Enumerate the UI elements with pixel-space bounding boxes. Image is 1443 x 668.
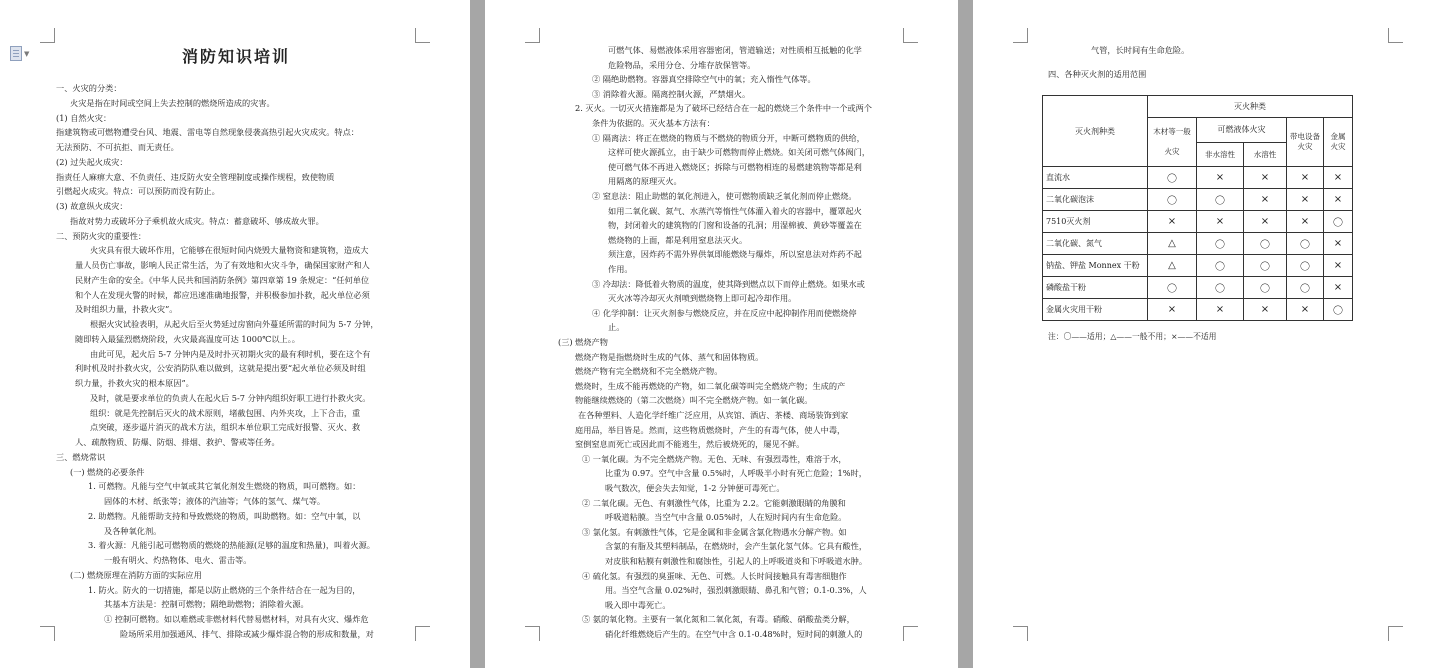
suitability-cell: 〇 bbox=[1287, 277, 1324, 299]
text-line: 对皮肤和粘膜有刺激性和腐蚀性，引起人的上呼吸道炎和下呼吸道水肿。 bbox=[605, 556, 868, 566]
text-line: 条件为依据的。灭火基本方法有： bbox=[592, 118, 715, 128]
text-line: 指责任人麻痹大意、不负责任、违反防火安全管理制度或操作规程，致使物质 bbox=[56, 171, 335, 182]
document-page-1 bbox=[0, 0, 470, 668]
text-line: ① 控制可燃物。如以难燃或非燃材料代替易燃材料，对具有火灾、爆炸危 bbox=[104, 614, 369, 624]
text-line: 固体的木材、纸张等；液体的汽油等；气体的氢气、煤气等。 bbox=[104, 496, 326, 506]
text-line: (1) 自然火灾： bbox=[56, 112, 112, 123]
text-line: 使可燃气体不再进入燃烧区；拆除与可燃物相连的易燃建筑物等都是利 bbox=[608, 161, 862, 172]
text-line: 在各种塑料、人造化学纤维广泛应用，从宾馆、酒店、茶楼、商场装饰到家 bbox=[578, 410, 849, 420]
suitability-cell: × bbox=[1244, 299, 1287, 321]
text-line: 火灾具有很大破坏作用，它能够在很短时间内烧毁大量物资和建筑物，造成大 bbox=[90, 245, 369, 256]
table-header-electric: 带电设备火灾 bbox=[1287, 118, 1324, 167]
suitability-cell: × bbox=[1287, 211, 1324, 233]
crop-mark bbox=[525, 28, 540, 43]
suitability-cell: × bbox=[1244, 189, 1287, 211]
text-line: 如用二氧化碳、氮气、水蒸汽等惰性气体灌入着火的容器中，覆罩起火 bbox=[608, 205, 862, 216]
text-line: ③ 冷却法：降低着火物质的温度，使其降到燃点以下而停止燃烧。如果水或 bbox=[592, 278, 865, 289]
dropdown-caret-icon[interactable]: ▼ bbox=[24, 50, 30, 58]
table-header-liquid: 可燃液体火灾 bbox=[1197, 118, 1287, 143]
suitability-cell: 〇 bbox=[1244, 233, 1287, 255]
text-line: ① 隔离法：将正在燃烧的物质与不燃烧的物质分开，中断可燃物质的供给， bbox=[592, 132, 865, 143]
agent-name-cell: 金属火灾用干粉 bbox=[1043, 299, 1148, 321]
text-line: 险场所采用加强通风、排气、排除或减少爆炸混合物的形成和数量，对 bbox=[120, 628, 374, 639]
suitability-cell: × bbox=[1197, 167, 1244, 189]
text-line: (一) 燃烧的必要条件 bbox=[70, 466, 145, 477]
suitability-cell: 〇 bbox=[1197, 255, 1244, 277]
suitability-cell: × bbox=[1197, 211, 1244, 233]
text-line: 由此可见，起火后 5-7 分钟内是及时扑灭初期火灾的最有利时机，要在这个有 bbox=[90, 348, 371, 359]
table-row bbox=[1043, 189, 1353, 211]
suitability-cell: × bbox=[1287, 299, 1324, 321]
text-line: 点突破，逐步逼片消灭的战术方法，组织本单位职工完成好报警、灭火、救 bbox=[90, 422, 361, 433]
document-icon[interactable] bbox=[10, 46, 22, 61]
suitability-cell: × bbox=[1197, 299, 1244, 321]
text-line: 及各种氧化剂。 bbox=[104, 525, 162, 536]
text-line: ④ 化学抑制：让灭火剂参与燃烧反应，并在反应中起抑制作用而使燃烧停 bbox=[592, 307, 857, 318]
table-header-nonwater: 非水溶性 bbox=[1197, 142, 1244, 167]
text-line: 根据火灾试验表明，从起火后至火势延过房窗向外蔓延所需的时间为 5-7 分钟， bbox=[90, 319, 379, 329]
suitability-cell: 〇 bbox=[1244, 277, 1287, 299]
suitability-cell: 〇 bbox=[1197, 189, 1244, 211]
text-line: 量人员伤亡事故，影响人民正常生活，为了有效地和火灾斗争，确保国家财产和人 bbox=[75, 260, 370, 270]
text-line: 指故对势力或破坏分子乘机故火成灾。特点：蓄意破坏、够成故火罪。 bbox=[70, 215, 324, 226]
table-row bbox=[1043, 167, 1353, 189]
text-line: 灭火冰等冷却灭火剂喷到燃烧物上即可起冷却作用。 bbox=[608, 293, 797, 304]
table-row bbox=[1043, 233, 1353, 255]
text-line: 作用。 bbox=[608, 264, 633, 274]
text-line: 指建筑物或可燃物遭受台风、地震、雷电等自然现象侵袭高热引起火灾成灾。特点： bbox=[56, 127, 359, 138]
suitability-cell: × bbox=[1324, 277, 1353, 299]
crop-mark bbox=[525, 626, 540, 641]
table-row bbox=[1043, 211, 1353, 233]
text-line: 火灾是指在时间或空间上失去控制的燃烧所造成的灾害。 bbox=[70, 97, 275, 108]
text-line: 庭用品，举目皆是。然而，这些物质燃烧时，产生的有毒气体，使人中毒， bbox=[575, 424, 846, 435]
suitability-cell: × bbox=[1244, 167, 1287, 189]
text-line: 其基本方法是：控制可燃物；隔绝助燃物；消除着火源。 bbox=[104, 599, 309, 610]
agent-name-cell: 7510灭火剂 bbox=[1043, 211, 1148, 233]
crop-mark bbox=[40, 626, 55, 641]
text-line: ② 窒息法：阻止助燃的氧化剂进入，使可燃物质缺乏氧化剂而停止燃烧。 bbox=[592, 191, 857, 201]
crop-mark bbox=[415, 626, 430, 641]
text-line: 用隔离的原理灭火。 bbox=[608, 176, 682, 187]
crop-mark bbox=[415, 28, 430, 43]
text-line: 组织：就是先控制后灭火的战术原则，堵截包围、内外夹攻，上下合击，重 bbox=[90, 407, 361, 418]
suitability-cell: 〇 bbox=[1148, 277, 1197, 299]
table-header-agent: 灭火剂种类 bbox=[1043, 96, 1148, 167]
text-line: 三、燃烧常识 bbox=[56, 451, 106, 462]
text-line: 用。当空气含量 0.02%时，强烈刺激眼睛、鼻孔和气管；0.1-0.3%，人 bbox=[605, 585, 867, 596]
crop-mark bbox=[903, 626, 918, 641]
text-line: 一、火灾的分类： bbox=[56, 83, 122, 93]
table-header-fire-type: 灭火种类 bbox=[1148, 96, 1353, 118]
suitability-cell: × bbox=[1324, 255, 1353, 277]
table-note: 注：〇——适用；△——一般不用；×——不适用 bbox=[1048, 332, 1217, 341]
text-line: 2. 灭火。一切灭火措施都是为了破坏已经结合在一起的燃烧三个条件中一个或两个 bbox=[575, 103, 872, 114]
suitability-cell: 〇 bbox=[1287, 255, 1324, 277]
text-line: 须注意，因炸药不需外界供氧即能燃烧与爆炸，所以窒息法对炸药不起 bbox=[608, 249, 862, 260]
text-line: 比重为 0.97。空气中含量 0.5%时，人呼吸半小时有死亡危险；1%时， bbox=[605, 468, 867, 479]
text-line: 随即转入最猛烈燃烧阶段，火灾最高温度可达 1000℃以上。。 bbox=[75, 333, 300, 344]
agent-name-cell: 直流水 bbox=[1043, 167, 1148, 189]
suitability-cell: × bbox=[1287, 167, 1324, 189]
crop-mark bbox=[903, 28, 918, 43]
text-line: 人、疏散物质、防爆、防烟、排烟、救护、警戒等任务。 bbox=[75, 437, 280, 447]
text-line: 含氯的有脂及其塑料制品，在燃烧时，会产生氯化氢气体。它具有酸性， bbox=[605, 541, 868, 552]
suitability-cell: × bbox=[1324, 189, 1353, 211]
suitability-cell: × bbox=[1148, 299, 1197, 321]
agent-name-cell: 磷酸盐干粉 bbox=[1043, 277, 1148, 299]
text-line: 燃烧物的上面，都是利用窒息法灭火。 bbox=[608, 234, 748, 245]
text-line: 2. 助燃物。凡能帮助支持和导致燃烧的物质，叫助燃物。如：空气中氧，以 bbox=[88, 510, 361, 521]
text-line: 燃烧产物有完全燃烧和不完全燃烧产物。 bbox=[575, 366, 723, 377]
text-line: ② 隔绝助燃物。容器真空排除空气中的氧；充入惰性气体等。 bbox=[592, 74, 816, 85]
table-row bbox=[1043, 277, 1353, 299]
text-line: 硝化纤维燃烧后产生的。在空气中含 0.1-0.48%时，短时间的刺激人的 bbox=[605, 629, 863, 639]
suitability-cell: × bbox=[1148, 211, 1197, 233]
text-line: 吸入即中毒死亡。 bbox=[605, 599, 671, 610]
text-line: 吸气数次，便会失去知觉，1-2 分钟便可毒死亡。 bbox=[605, 483, 785, 493]
text-line: (三) 燃烧产物 bbox=[558, 337, 608, 347]
text-line: (3) 故意纵火成灾： bbox=[56, 201, 128, 211]
text-line: 止。 bbox=[608, 322, 625, 333]
text-line: 这样可使火源孤立，由于缺少可燃物而停止燃烧。如关闭可燃气体阀门， bbox=[608, 147, 871, 158]
text-line: 危险物品，采用分仓、分堆存放保管等。 bbox=[608, 59, 756, 70]
suitability-cell: 〇 bbox=[1244, 255, 1287, 277]
text-line: ② 二氧化碳。无色、有刺激性气体，比重为 2.2。它能刺激眼睛的角膜和 bbox=[582, 497, 846, 508]
text-line: 一般有明火、灼热物体、电火、雷击等。 bbox=[104, 555, 252, 565]
crop-mark bbox=[1388, 626, 1403, 641]
suitability-cell: 〇 bbox=[1324, 299, 1353, 321]
suitability-cell: × bbox=[1244, 211, 1287, 233]
text-line: ④ 硫化氢。有强烈的臭蛋味、无色、可燃。人长时间接触具有毒害细胞作 bbox=[582, 570, 847, 581]
suitability-cell: 〇 bbox=[1148, 167, 1197, 189]
document-page-2 bbox=[485, 0, 958, 668]
text-line: 和个人在发现火警的时候，都应迅速准确地报警，并积极参加扑救，起火单位必须 bbox=[75, 289, 370, 300]
text-line: 利时机及时扑救火灾，公安消防队难以做到，这就是提出要“起火单位必须及时组 bbox=[75, 363, 366, 374]
document-page-3 bbox=[973, 0, 1443, 668]
suitability-cell: △ bbox=[1148, 233, 1197, 255]
text-line: 物能继续燃烧的（第二次燃烧）叫不完全燃烧产物。如一氧化碳。 bbox=[575, 395, 813, 406]
text-line: 燃烧时，生成不能再燃烧的产物，如二氧化碳等叫完全燃烧产物；生成的产 bbox=[575, 380, 846, 391]
crop-mark bbox=[1013, 626, 1028, 641]
crop-mark bbox=[1013, 28, 1028, 43]
text-line: 气管，长时间有生命危险。 bbox=[1091, 45, 1190, 55]
agent-name-cell: 二氧化碳、氮气 bbox=[1043, 233, 1148, 255]
text-line: 1. 防火。防火的一切措施，都是以防止燃烧的三个条件结合在一起为目的， bbox=[88, 584, 361, 595]
text-line: 物，封闭着火的建筑物的门窗和设备的孔洞；用湿棉被、黄砂等覆盖在 bbox=[608, 220, 862, 231]
text-line: 3. 着火源：凡能引起可燃物质的燃烧的热能源(足够的温度和热量)，叫着火源。 bbox=[88, 540, 375, 551]
text-line: (2) 过失起火成灾： bbox=[56, 156, 128, 167]
text-line: ⑤ 氨的氧化物。主要有一氧化氮和二氧化氮，有毒。硝酸、硝酸盐类分解， bbox=[582, 614, 855, 625]
agent-name-cell: 二氧化碳泡沫 bbox=[1043, 189, 1148, 211]
table-header-wood: 木材等一般 火灾 bbox=[1148, 118, 1197, 167]
table-row bbox=[1043, 255, 1353, 277]
table-header-metal: 金属火灾 bbox=[1324, 118, 1353, 167]
text-line: 二、预防火灾的重要性： bbox=[56, 230, 147, 241]
table-row bbox=[1043, 299, 1353, 321]
text-line: 及时，就是要求单位的负责人在起火后 5-7 分钟内组织好职工进行扑救火灾。 bbox=[90, 392, 371, 403]
suitability-cell: 〇 bbox=[1197, 233, 1244, 255]
text-line: ① 一氧化碳。为不完全燃烧产物。无色、无味、有强烈毒性，难溶于水， bbox=[582, 453, 847, 464]
suitability-cell: × bbox=[1287, 189, 1324, 211]
suitability-cell: × bbox=[1324, 167, 1353, 189]
suitability-cell: 〇 bbox=[1324, 211, 1353, 233]
document-title: 消防知识培训 bbox=[182, 47, 291, 66]
suitability-cell: 〇 bbox=[1287, 233, 1324, 255]
suitability-cell: △ bbox=[1148, 255, 1197, 277]
text-line: 窒倒窒息而死亡或因此而不能逃生，然后被烧死的，屡见不鲜。 bbox=[575, 439, 805, 450]
text-line: 及时组织力量，扑救火灾”。 bbox=[75, 304, 178, 315]
text-line: 织力量，扑救火灾的根本原因”。 bbox=[75, 378, 194, 388]
text-line: 可燃气体、易燃液体采用容器密闭，管道输送；对性质相互抵触的化学 bbox=[608, 45, 862, 55]
table-header-water: 水溶性 bbox=[1244, 142, 1287, 167]
agent-name-cell: 钠盐、钾盐 Monnex 干粉 bbox=[1043, 255, 1148, 277]
suitability-cell: 〇 bbox=[1197, 277, 1244, 299]
text-line: (二) 燃烧原理在消防方面的实际应用 bbox=[70, 569, 202, 580]
extinguisher-table bbox=[1042, 95, 1353, 321]
section-heading: 四、各种灭火剂的适用范围 bbox=[1048, 69, 1147, 79]
text-line: ③ 消除着火源。隔离控制火源，严禁烟火。 bbox=[592, 88, 751, 99]
crop-mark bbox=[1388, 28, 1403, 43]
text-line: 民财产生命的安全。《中华人民共和国消防条例》第四章第 19 条规定：“任何单位 bbox=[75, 274, 370, 285]
text-line: 引燃起火成灾。特点：可以预防而没有防止。 bbox=[56, 186, 220, 197]
suitability-cell: × bbox=[1324, 233, 1353, 255]
text-line: 呼吸道粘膜。当空气中含量 0.05%时，人在短时间内有生命危险。 bbox=[605, 512, 847, 523]
suitability-cell: 〇 bbox=[1148, 189, 1197, 211]
text-line: 1. 可燃物。凡能与空气中氧或其它氧化剂发生燃烧的物质，叫可燃物。如： bbox=[88, 481, 361, 492]
text-line: 燃烧产物是指燃烧时生成的气体、蒸气和固体物质。 bbox=[575, 351, 764, 362]
text-line: ③ 氯化氢。有刺激性气体，它是金属和非金属含氯化物遇水分解产物。如 bbox=[582, 526, 847, 537]
text-line: 无法预防、不可抗拒、而无责任。 bbox=[56, 142, 179, 152]
crop-mark bbox=[40, 28, 55, 43]
